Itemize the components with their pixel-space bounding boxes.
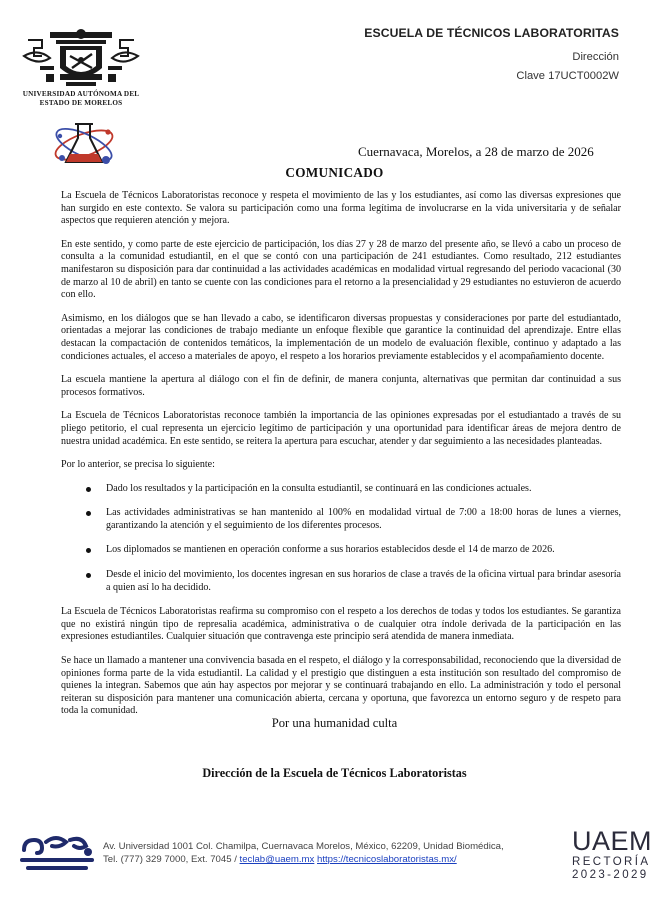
footer-contact-line [103, 853, 504, 866]
paragraph: La Escuela de Técnicos Laboratoristas reconoce y respeta el movimiento de las y los estudiantes, así como las diversas expresiones que han surgido en este contexto. Se valora su participación como una forma legítima de involucrarse en la vida universitaria y de señalar aspectos que requieren atención y mejora. [61, 190, 621, 227]
footer-contact [103, 840, 504, 866]
footer-address: Av. Universidad 1001 Col. Chamilpa, Cuernavaca Morelos, México, 62209, Unidad Biomédica, [103, 841, 504, 852]
paragraph: La escuela mantiene la apertura al diálogo con el fin de definir, de manera conjunta, alternativas que permitan dar continuidad a sus procesos formativos. [61, 374, 621, 398]
uaem-emblem-icon [20, 26, 142, 90]
motto: Por una humanidad culta [271, 716, 398, 730]
document-body [61, 190, 621, 729]
paragraph: Asimismo, en los diálogos que se han llevado a cabo, se identificaron diversas propuestas y consideraciones por parte del estudiantado, orientadas a mejorar las condiciones de trabajo mediante un enfoque flexible que garantice la continuidad del aprendizaje. Entre ellas destacan la compactación de contenidos temáticos, la implementación de un modelo de evaluación flexible, continuo y adaptado a las condiciones actuales, el acceso a materiales de apoyo, el respeto a los horarios previamente establecidos y el acompañamiento docente. [61, 312, 621, 362]
uaem-footer-logo-icon [18, 830, 98, 874]
bullet-list [61, 483, 621, 595]
list-item [61, 483, 621, 496]
university-name [14, 90, 148, 108]
uaem-brand [572, 826, 652, 882]
bullet-icon [86, 573, 91, 578]
document-title: COMUNICADO [285, 165, 384, 180]
list-item-text: Las actividades administrativas se han mantenido al 100% en modalidad virtual de 7:00 a 18:00 horas de lunes a viernes, garantizando la atención y el seguimiento de los diferentes procesos. [106, 507, 621, 531]
university-name-line2: ESTADO DE MORELOS [39, 99, 123, 107]
paragraph: En este sentido, y como parte de este ejercicio de participación, los días 27 y 28 de marzo del presente año, se llevó a cabo un proceso de consulta a la comunidad estudiantil, en el que se contó con una participación de 241 estudiantes. Como resultado, 212 estudiantes manifestaron su disposición para dar continuidad a las actividades académicas en modalidad virtual regresando del periodo vacacional (30 de marzo al 10 de abril) en tanto se cuente con las condiciones para el retorno a la presencialidad y 29 estudiantes no estuvieron de acuerdo con ello. [61, 238, 621, 301]
bullet-icon [86, 487, 91, 492]
bullet-icon [86, 511, 91, 516]
laboratory-logo-icon [50, 118, 118, 172]
brand-rectoria: RECTORÍA [572, 856, 651, 868]
university-name-line1: UNIVERSIDAD AUTÓNOMA DEL [22, 90, 140, 98]
footer-phone: Tel. (777) 329 7000, Ext. 7045 / [103, 854, 240, 865]
school-name: ESCUELA DE TÉCNICOS LABORATORITAS [364, 26, 619, 40]
footer-email-link[interactable]: teclab@uaem.mx [239, 854, 315, 865]
school-header [364, 26, 619, 82]
brand-period: 2023-2029 [572, 869, 649, 881]
bullet-icon [86, 548, 91, 553]
list-item [61, 569, 621, 594]
paragraph: La Escuela de Técnicos Laboratoristas reafirma su compromiso con el respeto a los derechos de todas y todos los estudiantes. Se garantiza que no existirá ningún tipo de represalia académica, administrativa o de cualquier otra índole derivada de la participación en las expresiones estudiantiles. Cualquier situación que contravenga este principio será atendida de manera inmediata. [61, 606, 621, 643]
footer-website-link[interactable]: https://tecnicoslaboratoristas.mx/ [317, 854, 457, 865]
date-line: Cuernavaca, Morelos, a 28 de marzo de 2026 [358, 144, 594, 159]
paragraph: La Escuela de Técnicos Laboratoristas reconoce también la importancia de las opiniones expresadas por el estudiantado a través de su pliego petitorio, el cual representa un ejercicio legítimo de participación y una oportunidad para identificar áreas de mejora dentro de nuestra unidad académica. En este sentido, se reitera la apertura para escuchar, atender y dar seguimiento a las necesidades planteadas. [61, 410, 621, 447]
signature: Dirección de la Escuela de Técnicos Laboratoristas [202, 766, 467, 780]
paragraph: Por lo anterior, se precisa lo siguiente: [61, 459, 215, 471]
department-name: Dirección [572, 51, 619, 63]
list-item-text: Los diplomados se mantienen en operación conforme a sus horarios establecidos desde el 14 de marzo de 2026. [106, 544, 555, 556]
list-item [61, 544, 621, 557]
brand-name: UAEM [572, 826, 653, 856]
paragraph: Se hace un llamado a mantener una convivencia basada en el respeto, el diálogo y la corresponsabilidad, reconociendo que la diversidad de opiniones forma parte de la vida estudiantil. La calidad y el prestigio que distinguen a esta institución son resultado del compromiso de quienes la integran. Sabemos que aún hay aspectos por mejorar y se continuará trabajando en ello. La administración y todo el personal reiteran su disposición para mantener una comunicación abierta, cercana y oportuna, que favorezca un entorno seguro y de respeto para toda la comunidad. [61, 655, 621, 717]
school-clave: Clave 17UCT0002W [516, 70, 619, 82]
list-item-text: Desde el inicio del movimiento, los docentes ingresan en sus horarios de clase a través de la oficina virtual para brindar asesoría a quien así lo ha decidido. [106, 569, 622, 593]
list-item-text: Dado los resultados y la participación en la consulta estudiantil, se continuará en las condiciones actuales. [106, 482, 532, 494]
list-item [61, 507, 621, 532]
